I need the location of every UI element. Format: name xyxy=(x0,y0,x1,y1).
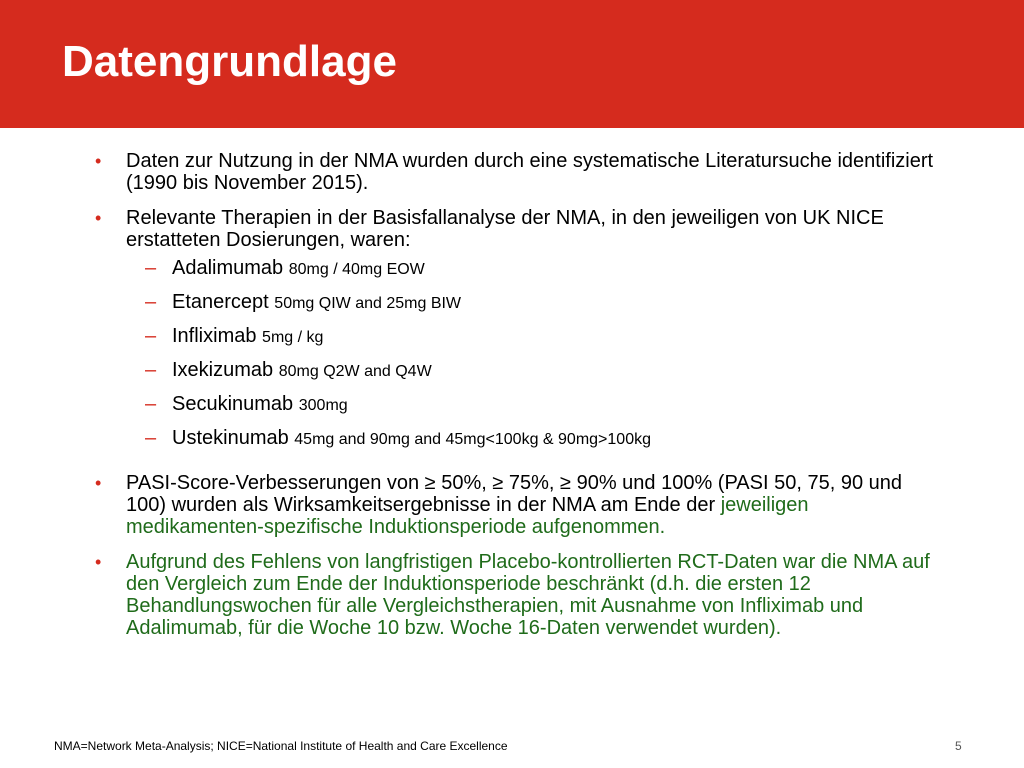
dash-marker: – xyxy=(145,325,157,347)
therapy-dose: 5mg / kg xyxy=(262,329,324,346)
bullet-item xyxy=(0,551,946,639)
dash-marker: – xyxy=(145,291,157,313)
therapy-dose: 50mg QIW and 25mg BIW xyxy=(274,295,462,312)
page-number: 5 xyxy=(955,739,962,753)
bullet-item xyxy=(0,207,946,251)
therapy-dose: 300mg xyxy=(298,397,348,414)
therapy-name: Secukinumab xyxy=(172,393,294,415)
therapy-item xyxy=(0,427,1024,461)
bullet-text: Relevante Therapien in der Basisfallanalyse der NMA, in den jeweiligen von UK NICE erstatteten Dosierungen, waren: xyxy=(126,207,884,251)
therapy-dose: 80mg Q2W and Q4W xyxy=(278,363,432,380)
dash-marker: – xyxy=(145,257,157,279)
bullet-text: Daten zur Nutzung in der NMA wurden durch eine systematische Literatursuche identifiziert (1990 bis November 2015). xyxy=(126,150,934,194)
bullet-item xyxy=(0,472,946,538)
therapy-item xyxy=(0,291,1024,325)
therapy-name: Adalimumab xyxy=(172,257,284,279)
bullet-item xyxy=(0,150,946,194)
bullet-text-highlight: jeweiligen medikamenten-spezifische Induktionsperiode aufgenommen. xyxy=(126,494,809,538)
bullet-marker: • xyxy=(95,208,102,228)
therapy-list xyxy=(0,257,1024,461)
therapy-dose: 80mg / 40mg EOW xyxy=(288,261,425,278)
therapy-name: Etanercept xyxy=(172,291,269,313)
slide-content xyxy=(0,150,1024,652)
therapy-name: Ixekizumab xyxy=(172,359,274,381)
bullet-text: PASI-Score-Verbesserungen von ≥ 50%, ≥ 75%, ≥ 90% und 100% (PASI 50, 75, 90 und 100) wurden als Wirksamkeitsergebnisse in der NMA am Ende der xyxy=(126,472,902,516)
dash-marker: – xyxy=(145,427,157,449)
slide-title: Datengrundlage xyxy=(62,37,397,86)
footnote: NMA=Network Meta-Analysis; NICE=National Institute of Health and Care Excellence xyxy=(54,739,508,753)
dash-marker: – xyxy=(145,359,157,381)
therapy-dose: 45mg and 90mg and 45mg<100kg & 90mg>100kg xyxy=(294,431,651,448)
therapy-item xyxy=(0,359,1024,393)
therapy-name: Ustekinumab xyxy=(172,427,289,449)
title-bar xyxy=(0,0,1024,128)
therapy-name: Infliximab xyxy=(172,325,257,347)
therapy-item xyxy=(0,325,1024,359)
therapy-item xyxy=(0,257,1024,291)
bullet-marker: • xyxy=(95,552,102,572)
bullet-marker: • xyxy=(95,473,102,493)
dash-marker: – xyxy=(145,393,157,415)
bullet-text: Aufgrund des Fehlens von langfristigen Placebo-kontrollierten RCT-Daten war die NMA auf den Vergleich zum Ende der Induktionsperiode beschränkt (d.h. die ersten 12 Behandlungswochen für alle Vergleichstherapien, mit Ausnahme von Infliximab und Adalimumab, für die Woche 10 bzw. Woche 16-Daten verwendet wurden). xyxy=(126,551,930,639)
bullet-marker: • xyxy=(95,151,102,171)
therapy-item xyxy=(0,393,1024,427)
